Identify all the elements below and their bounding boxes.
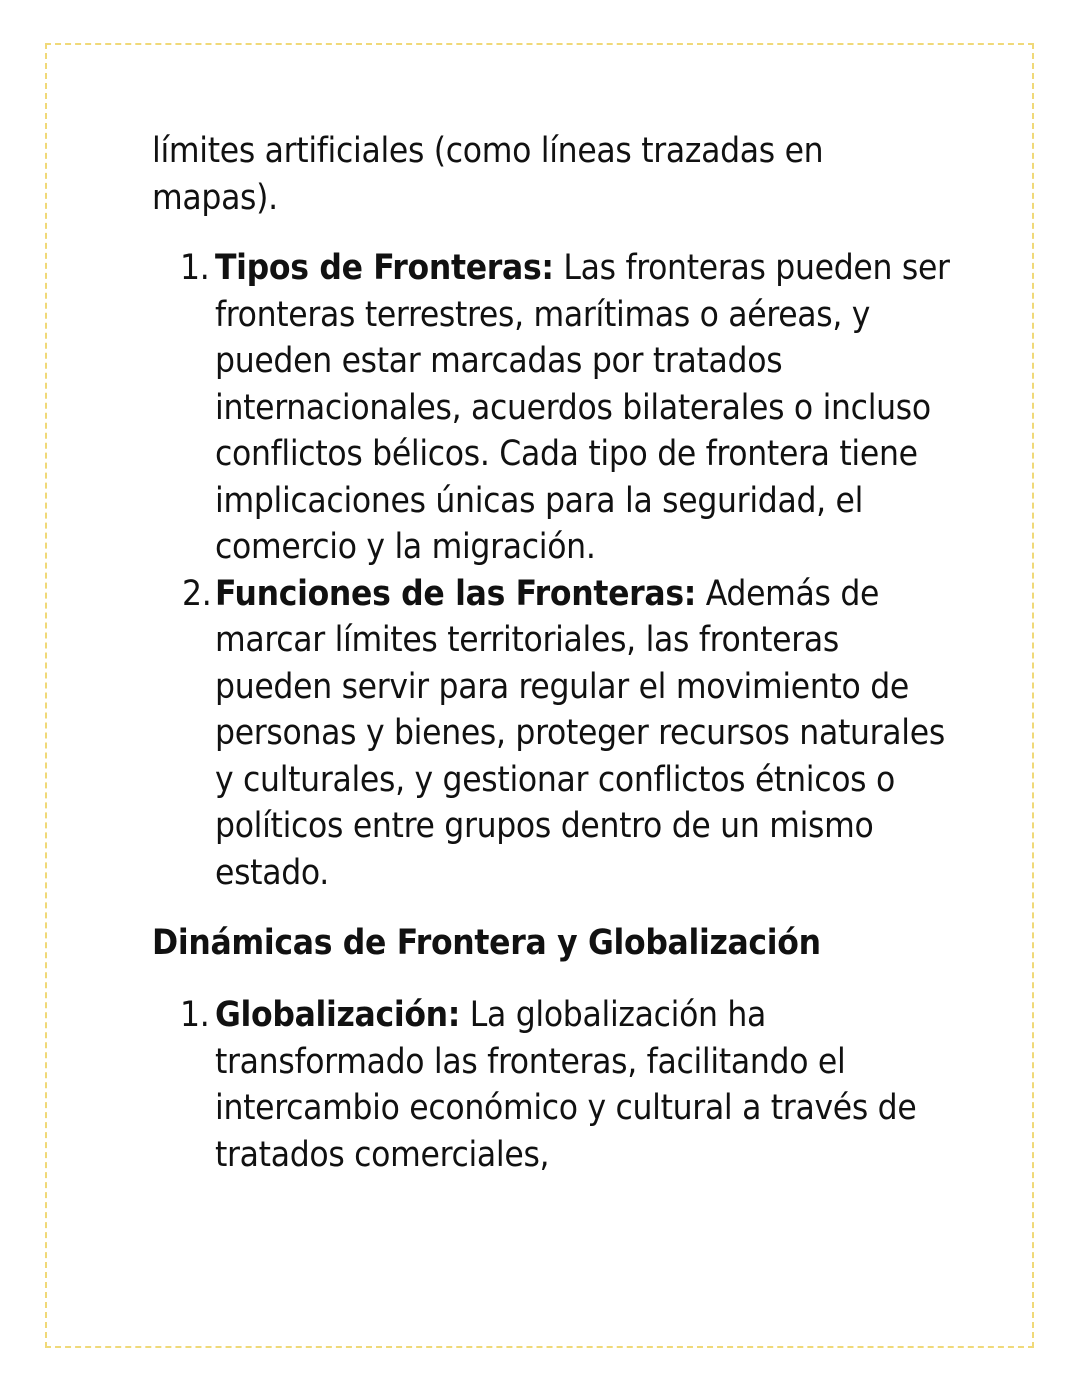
list-item-body: La globalización ha transformado las fronteras, facilitando el intercambio económico y cultural a través de tratados comerciales, xyxy=(215,995,917,1175)
list-item-title: Tipos de Fronteras: xyxy=(215,248,554,288)
intro-paragraph: límites artificiales (como líneas trazadas en mapas). xyxy=(152,131,824,218)
list-item-title: Funciones de las Fronteras: xyxy=(215,573,697,614)
list-item-title: Globalización: xyxy=(215,995,461,1035)
globalizacion-list xyxy=(152,992,952,1178)
list-item-body: Las fronteras pueden ser fronteras terrestres, marítimas o aéreas, y pueden estar marcadas por tratados internacionales, acuerdos bilaterales o incluso conflictos bélicos. Cada tipo de frontera tiene implicaciones únicas para la seguridad, el comercio y la migración. xyxy=(215,248,950,567)
list-number: 1. xyxy=(180,995,210,1035)
list-item-funciones-de-las-fronteras xyxy=(152,571,952,897)
fronteras-list xyxy=(152,245,952,896)
list-item-globalizacion xyxy=(152,992,952,1178)
list-item-body: Además de marcar límites territoriales, las fronteras pueden servir para regular el movimiento de personas y bienes, proteger recursos naturales y culturales, y gestionar conflictos étnicos o políticos entre grupos dentro de un mismo estado. xyxy=(215,573,945,893)
section-heading: Dinámicas de Frontera y Globalización xyxy=(152,923,821,963)
document-content xyxy=(152,128,952,1178)
list-number: 2. xyxy=(182,573,212,614)
list-number: 1. xyxy=(180,248,210,288)
list-item-tipos-de-fronteras xyxy=(152,245,952,571)
